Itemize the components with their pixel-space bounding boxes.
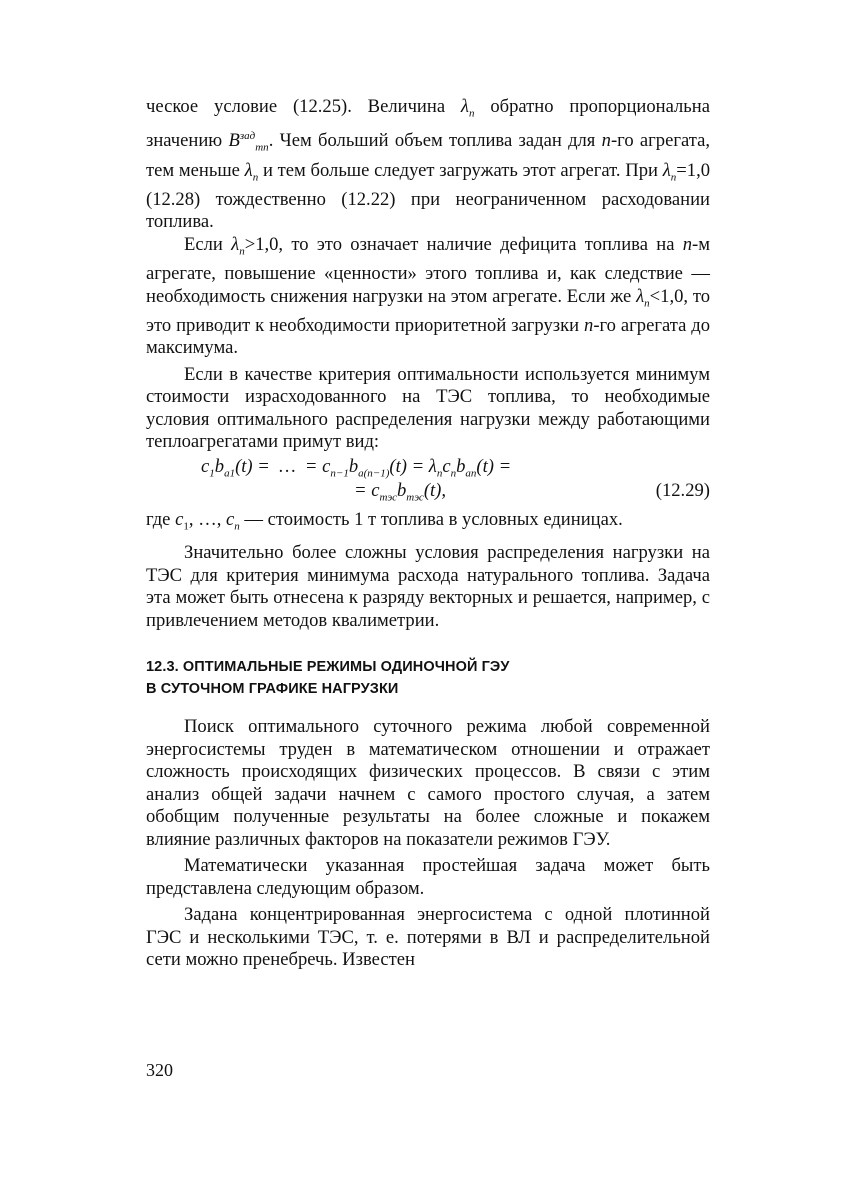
equation-number: (12.29): [655, 479, 710, 501]
section-heading: [146, 656, 710, 700]
section-heading-line-2: В СУТОЧНОМ ГРАФИКЕ НАГРУЗКИ: [146, 681, 399, 697]
equation-12-29: [146, 456, 710, 506]
paragraph-6: Поиск оптимального суточного режима любой современной энергосистемы труден в математическом отношении и отражает сложность происходящих физических процессов. В связи с этим анализ общей задачи начнем с самого простого случая, а затем обобщим полученные результаты на более сложные и покажем влияние различных факторов на показатели режимов ГЭУ.: [146, 716, 710, 850]
section-heading-line-1: 12.3. ОПТИМАЛЬНЫЕ РЕЖИМЫ ОДИНОЧНОЙ ГЭУ: [146, 659, 510, 675]
paragraph-8: Задана концентрированная энергосистема с одной плотинной ГЭС и несколькими ТЭС, т. е. потерями в ВЛ и распределительной сети можно пренебречь. Известен: [146, 904, 710, 970]
page-number: 320: [146, 1060, 173, 1080]
paragraph-4: где $c_1$, …, $c_n$ — стоимость 1 т топлива в условных единицах.: [146, 508, 623, 533]
paragraph-3: Если в качестве критерия оптимальности используется минимум стоимости израсходованного на ТЭС топлива, то необходимые условия оптимального распределения нагрузки между работающими теплоагрегатами примут вид:: [146, 363, 710, 453]
equation-line-1: $c_1b_{a1}(t)$ = … = $c_{n-1}b_{a(n-1)}(t) = \lambda_nc_nb_{an}(t)$ =: [201, 455, 512, 480]
equation-line-2: = $c_{тэс}b_{тэс}(t)$,: [354, 479, 447, 504]
paragraph-1: ческое условие (12.25). Величина $\lambda_n$ обратно пропорциональна значению $B^{зад}_{тп}$. Чем больший объем топлива задан для n-го агрегата, тем меньше $\lambda_n$ и тем больше следует загружать этот агрегат. При $\lambda_n=1,0$ (12.28) тождественно (12.22) при неограниченном расходовании топлива.: [146, 96, 711, 233]
paragraph-7: Математически указанная простейшая задача может быть представлена следующим образом.: [146, 855, 710, 899]
paragraph-5: Значительно более сложны условия распределения нагрузки на ТЭС для критерия минимума расхода натурального топлива. Задача эта может быть отнесена к разряду векторных и решается, например, с привлечением методов квалиметрии.: [146, 542, 710, 631]
paragraph-2: Если $\lambda_n>1,0$, то это означает наличие дефицита топлива на n-м агрегате, повышение «ценности» этого топлива и, как следствие — необходимость снижения нагрузки на этом агрегате. Если же $\lambda_n<1,0$, то это приводит к необходимости приоритетной загрузки n-го агрегата до максимума.: [146, 233, 711, 359]
page-body: [146, 96, 710, 972]
